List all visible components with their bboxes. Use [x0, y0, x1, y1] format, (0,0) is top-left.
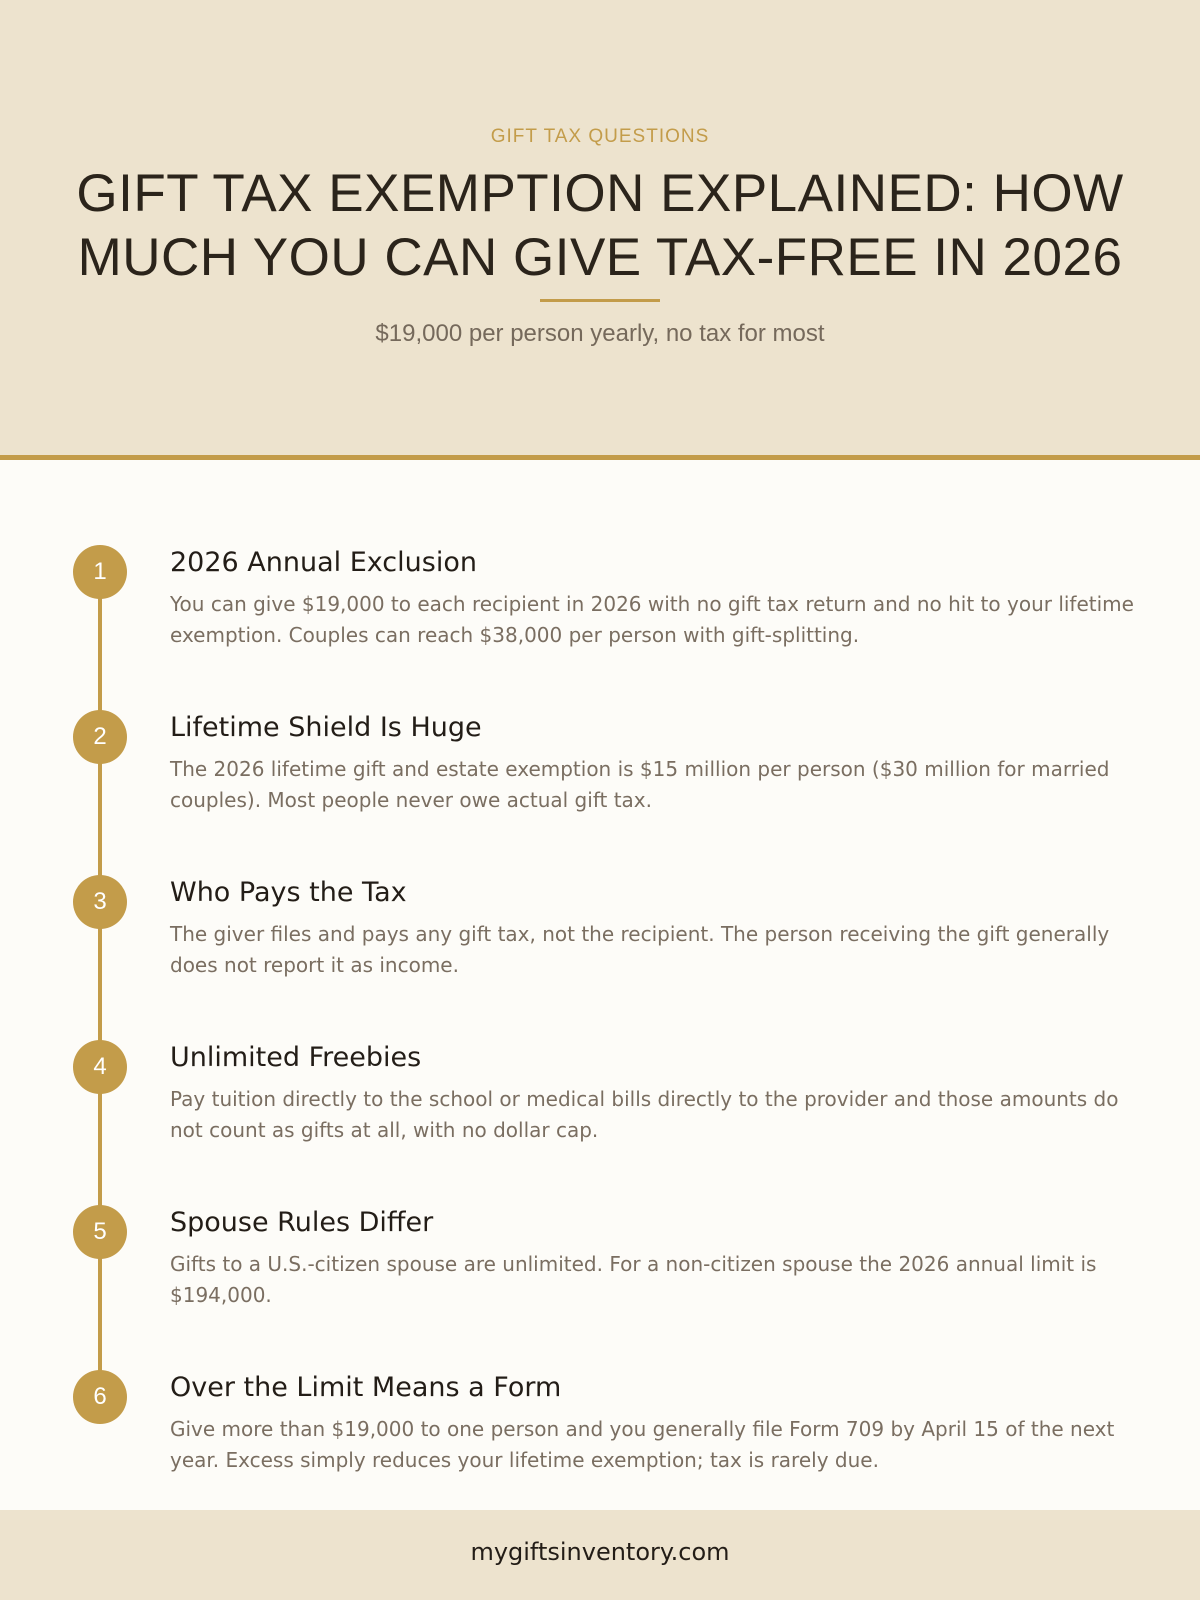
step-item — [0, 875, 1200, 1015]
step-description: The 2026 lifetime gift and estate exemption is $15 million per person ($30 million for married couples). Most people never owe actual gift tax. — [170, 757, 1110, 812]
step-number-badge: 4 — [73, 1040, 127, 1094]
page-title: GIFT TAX EXEMPTION EXPLAINED: HOW MUCH YOU CAN GIVE TAX-FREE IN 2026 — [76, 164, 1124, 287]
step-item — [0, 1370, 1200, 1510]
step-description: Gifts to a U.S.-citizen spouse are unlimited. For a non-citizen spouse the 2026 annual limit is $194,000. — [170, 1252, 1097, 1307]
step-item — [0, 1205, 1200, 1345]
header-section — [0, 0, 1200, 460]
step-title: Who Pays the Tax — [170, 877, 407, 908]
step-title: Unlimited Freebies — [170, 1042, 422, 1073]
step-description: Give more than $19,000 to one person and you generally file Form 709 by April 15 of the next year. Excess simply reduces your lifetime exemption; tax is rarely due. — [170, 1417, 1115, 1472]
eyebrow-label: GIFT TAX QUESTIONS — [490, 126, 710, 147]
step-title: Lifetime Shield Is Huge — [170, 712, 482, 743]
step-number-badge: 2 — [73, 710, 127, 764]
step-title: Over the Limit Means a Form — [170, 1372, 562, 1403]
step-item — [0, 1040, 1200, 1180]
step-title: 2026 Annual Exclusion — [170, 547, 477, 578]
step-title: Spouse Rules Differ — [170, 1207, 434, 1238]
title-divider — [540, 299, 660, 302]
page-subtitle: $19,000 per person yearly, no tax for most — [375, 320, 825, 347]
step-description: You can give $19,000 to each recipient in 2026 with no gift tax return and no hit to your lifetime exemption. Couples can reach $38,000 per person with gift-splitting. — [170, 592, 1134, 647]
step-number-badge: 1 — [73, 545, 127, 599]
step-description: The giver files and pays any gift tax, not the recipient. The person receiving the gift generally does not report it as income. — [170, 922, 1110, 977]
footer-site-link[interactable]: mygiftsinventory.com — [470, 1538, 730, 1566]
step-description: Pay tuition directly to the school or medical bills directly to the provider and those amounts do not count as gifts at all, with no dollar cap. — [170, 1087, 1119, 1142]
step-item — [0, 545, 1200, 685]
step-number-badge: 5 — [73, 1205, 127, 1259]
step-number-badge: 3 — [73, 875, 127, 929]
footer-section — [0, 1510, 1200, 1600]
step-item — [0, 710, 1200, 850]
step-number-badge: 6 — [73, 1370, 127, 1424]
